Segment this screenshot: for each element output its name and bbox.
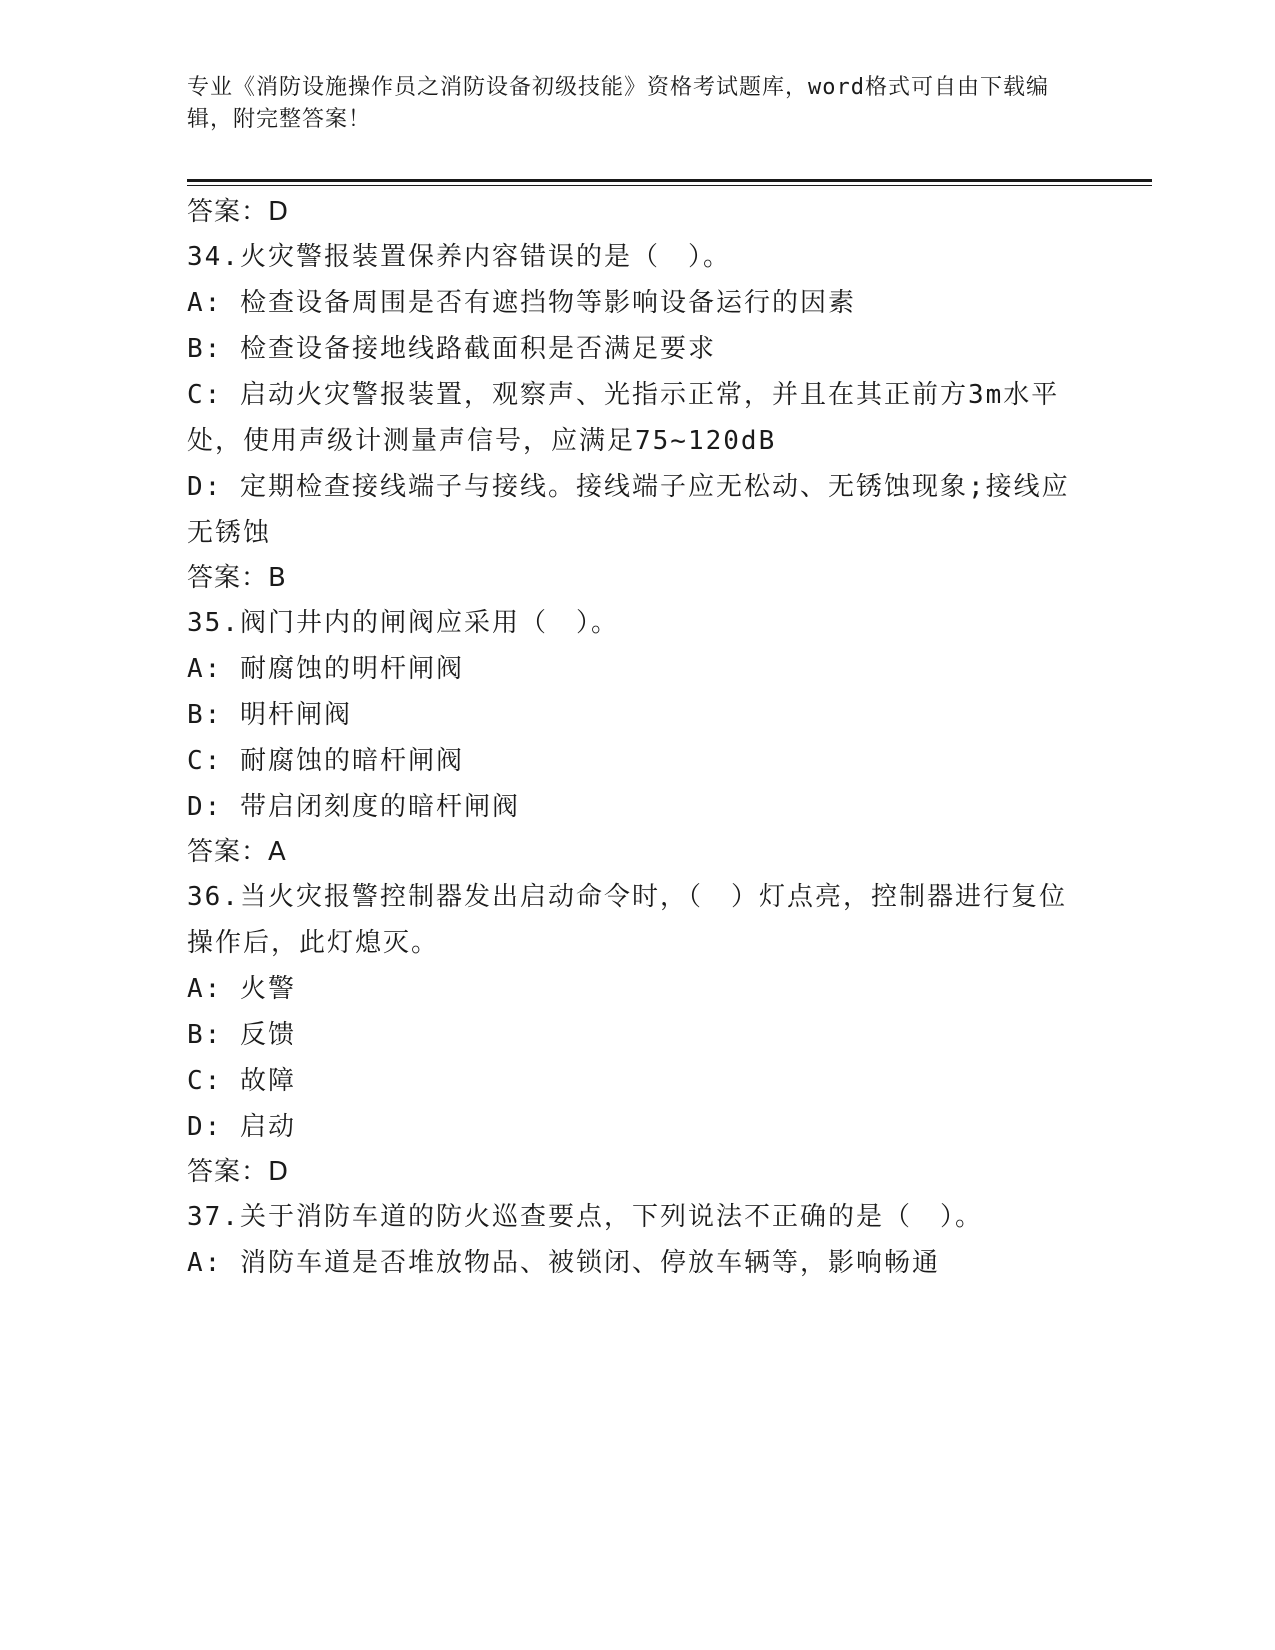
question-stem: 35.阀门井内的闸阀应采用（ ）。	[187, 608, 619, 638]
previous-answer: 答案：D	[187, 197, 290, 227]
header-divider-thick	[187, 179, 1152, 182]
option-d: D: 带启闭刻度的暗杆闸阀	[187, 792, 520, 822]
option-a: A: 消防车道是否堆放物品、被锁闭、停放车辆等，影响畅通	[187, 1248, 940, 1278]
option-c: C: 故障	[187, 1066, 296, 1096]
option-a: A: 火警	[187, 974, 296, 1004]
option-c: C: 耐腐蚀的暗杆闸阀	[187, 746, 464, 776]
answer: 答案：B	[187, 563, 287, 593]
question-35	[187, 600, 1087, 874]
answer: 答案：D	[187, 1157, 290, 1187]
header-divider-thin	[187, 185, 1152, 186]
option-d: D: 启动	[187, 1112, 296, 1142]
option-b: B: 反馈	[187, 1020, 296, 1050]
document-body	[187, 190, 1087, 1286]
option-b: B: 明杆闸阀	[187, 700, 352, 730]
option-b: B: 检查设备接地线路截面积是否满足要求	[187, 334, 716, 364]
option-a: A: 检查设备周围是否有遮挡物等影响设备运行的因素	[187, 288, 856, 318]
question-36	[187, 874, 1087, 1194]
option-a: A: 耐腐蚀的明杆闸阀	[187, 654, 464, 684]
question-34	[187, 234, 1087, 600]
answer: 答案：A	[187, 837, 287, 867]
question-stem: 36.当火灾报警控制器发出启动命令时，（ ）灯点亮，控制器进行复位操作后，此灯熄灭。	[187, 882, 1067, 958]
option-c: C: 启动火灾警报装置，观察声、光指示正常，并且在其正前方3m水平处，使用声级计测量声信号，应满足75~120dB	[187, 380, 1060, 456]
question-37	[187, 1194, 1087, 1286]
option-d: D: 定期检查接线端子与接线。接线端子应无松动、无锈蚀现象;接线应无锈蚀	[187, 472, 1070, 548]
question-stem: 34.火灾警报装置保养内容错误的是（ ）。	[187, 242, 731, 272]
page-header: 专业《消防设施操作员之消防设备初级技能》资格考试题库，word格式可自由下载编辑，附完整答案！	[187, 75, 1049, 132]
question-stem: 37.关于消防车道的防火巡查要点，下列说法不正确的是（ ）。	[187, 1202, 983, 1232]
